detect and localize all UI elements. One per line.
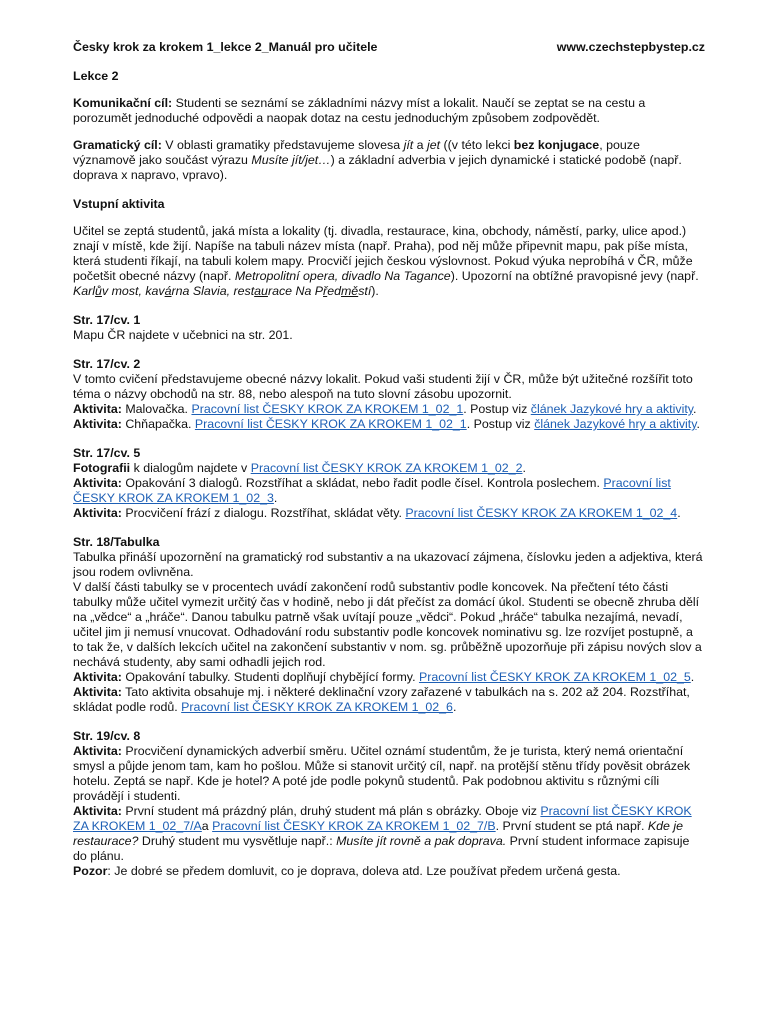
header-title: Česky krok za krokem 1_lekce 2_Manuál pro učitele xyxy=(73,40,378,54)
activity-text: Malovačka. xyxy=(121,402,192,416)
grammar-no-conjugation: bez konjugace xyxy=(513,138,600,152)
communication-goal-label: Komunikační cíl: xyxy=(73,96,173,110)
header-url: www.czechstepbystep.cz xyxy=(556,40,705,54)
communication-goal-text: Studenti se seznámí se základními názvy míst a lokalit. Naučí se zeptat se na cestu a porozumět jednoduché odpovědi a naopak dotaz na cestu jednoduchým způsobem zodpovědět. xyxy=(73,96,646,125)
activity-text: . xyxy=(273,491,278,505)
worksheet-link-a[interactable]: Pracovní list ČESKY KROK ZA KROKEM 1_02_7/A xyxy=(73,804,692,833)
intro-text-3: ). xyxy=(371,284,379,298)
s18-paragraph-1: Tabulka přináší upozornění na gramatický rod substantiv a na ukazovací zájmena, číslovku jeden a adjektiva, která jsou rodem ovlivněna. xyxy=(73,550,703,579)
activity-text: a xyxy=(201,819,213,833)
s17-2-activity-1 xyxy=(73,402,705,417)
activity-text: . xyxy=(696,417,700,431)
activity-text: . Postup viz xyxy=(463,402,531,416)
section-title-s17-1: Str. 17/cv. 1 xyxy=(73,313,141,327)
activity-text: . Postup viz xyxy=(466,417,535,431)
activity-text: . xyxy=(452,700,457,714)
grammar-phrase: Musíte jít/jet… xyxy=(251,153,331,167)
document-page xyxy=(73,40,705,879)
intro-examples-spelling: Karlův most, kavárna Slavia, restaurace Na Předměstí xyxy=(73,284,372,298)
worksheet-link[interactable]: Pracovní list ČESKY KROK ZA KROKEM 1_02_6 xyxy=(181,700,453,714)
intro-paragraph xyxy=(73,224,705,299)
activity-text: Druhý student mu vysvětluje např.: xyxy=(138,834,337,848)
article-link[interactable]: článek Jazykové hry a aktivity xyxy=(534,417,697,431)
s18-activity-1 xyxy=(73,670,705,685)
activity-label: Aktivita: xyxy=(73,685,122,699)
activity-text: Procvičení frází z dialogu. Rozstříhat, skládat věty. xyxy=(121,506,406,520)
section-title-s19: Str. 19/cv. 8 xyxy=(73,729,141,743)
activity-text: . xyxy=(677,506,681,520)
grammar-text-a: a xyxy=(413,138,428,152)
activity-text: Opakování 3 dialogů. Rozstříhat a skládat, nebo řadit podle čísel. Kontrola poslechem. xyxy=(121,476,604,490)
activity-label: Aktivita: xyxy=(73,506,122,520)
page-header xyxy=(73,40,705,55)
grammar-goal-label: Gramatický cíl: xyxy=(73,138,162,152)
activity-text: . První student se ptá např. xyxy=(495,819,648,833)
intro-examples-foreign: Metropolitní opera, divadlo Na Tagance xyxy=(234,269,451,283)
s17-5-activity-2 xyxy=(73,506,705,521)
s19-warning xyxy=(73,864,705,879)
grammar-text-4: ) a základní adverbia v jejich dynamické i statické podobě (např. doprava x napravo, vpravo). xyxy=(73,153,682,182)
grammar-text-3: , pouze významově jako součást výrazu xyxy=(73,138,640,167)
worksheet-link-b[interactable]: Pracovní list ČESKY KROK ZA KROKEM 1_02_7/B xyxy=(212,819,496,833)
activity-text: . xyxy=(690,670,695,684)
grammar-text-2: ((v této lekci xyxy=(440,138,514,152)
worksheet-link[interactable]: Pracovní list ČESKY KROK ZA KROKEM 1_02_3 xyxy=(73,476,671,505)
activity-label: Aktivita: xyxy=(73,402,122,416)
activity-text: Tato aktivita obsahuje mj. i některé deklinační vzory zařazené v tabulkách na s. 202 až 204. Rozstříhat, skládat podle rodů. xyxy=(73,685,690,714)
grammar-verb-jit: jít xyxy=(403,138,414,152)
s19-activity-2 xyxy=(73,804,705,864)
intro-text-1: Učitel se zeptá studentů, jaká místa a lokality (tj. divadla, restaurace, kina, obchody, náměstí, parky, ulice apod.) znají v místě, kde žijí. Napíše na tabuli název místa (např. Praha), pod něj může připevnit mapu, pak píše místa, která studenti říkají, na tabuli kolem mapy. Procvičí jejich českou výslovnost. Pokud výuka neprobíhá v ČR, může početšit obecné názvy (např. xyxy=(73,224,693,283)
activity-text: První student má prázdný plán, druhý student má plán s obrázky. Oboje viz xyxy=(121,804,541,818)
activity-label: Aktivita: xyxy=(73,744,122,758)
activity-label: Aktivita: xyxy=(73,476,122,490)
worksheet-link[interactable]: Pracovní list ČESKY KROK ZA KROKEM 1_02_4 xyxy=(405,506,678,520)
worksheet-link[interactable]: Pracovní list ČESKY KROK ZA KROKEM 1_02_1 xyxy=(194,417,467,431)
s18-activity-2 xyxy=(73,685,705,715)
s17-2-activity-2 xyxy=(73,417,705,432)
activity-label: Aktivita: xyxy=(73,804,122,818)
s18-paragraph-2: V další části tabulky se v procentech uvádí zakončení rodů substantiv podle koncovek. Na přečtení této části tabulky může učitel vymezit určitý čas v hodině, nebo ji dát přečíst za domácí úkol. Studenti se obecně zhruba dělí na „vědce“ a „hráče“. Danou tabulku patrně však uvítají pouze „vědci“. Pokud „hráče“ tabulka nezajímá, nevadí, učitel jim ji nemusí vnucovat. Odhadování rodu substantiv podle koncovek nominativu sg. lze rozvíjet postupně, a to tak že, v dalších lekcích učitel na zakončení substantiv v nom. sg. průběžně upozorňuje při zápisu nových slov a nechává studenty, aby sami odhadli jejich rod. xyxy=(73,580,702,669)
warning-label: Pozor xyxy=(73,864,108,878)
activity-text: Opakování tabulky. Studenti doplňují chybějící formy. xyxy=(121,670,419,684)
grammar-goal xyxy=(73,138,705,183)
section-title-s18: Str. 18/Tabulka xyxy=(73,535,160,549)
lesson-title: Lekce 2 xyxy=(73,69,119,83)
section-title-intro: Vstupní aktivita xyxy=(73,197,165,211)
communication-goal xyxy=(73,96,705,126)
warning-text: : Je dobré se předem domluvit, co je doprava, doleva atd. Lze používat předem určená gesta. xyxy=(107,864,621,878)
grammar-text-1: V oblasti gramatiky představujeme slovesa xyxy=(161,138,404,152)
article-link[interactable]: článek Jazykové hry a aktivity xyxy=(530,402,694,416)
activity-text: Chňapačka. xyxy=(121,417,195,431)
s17-5-photos xyxy=(73,461,705,476)
intro-text-2: ). Upozorní na obtížné pravopisné jevy (např. xyxy=(450,269,699,283)
s17-5-activity-1 xyxy=(73,476,705,506)
s17-1-text: Mapu ČR najdete v učebnici na str. 201. xyxy=(73,328,293,342)
example-question: Kde je restaurace? xyxy=(73,819,683,848)
section-title-s17-5: Str. 17/cv. 5 xyxy=(73,446,141,460)
activity-text: První student informace zapisuje do plánu. xyxy=(73,834,690,863)
photos-label: Fotografii xyxy=(73,461,131,475)
s17-2-text: V tomto cvičení představujeme obecné názvy lokalit. Pokud vaši studenti žijí v ČR, může být užitečné rozšířit toto téma o názvy obchodů na str. 88, nebo alespoň na tuto slovní zásobu upozornit. xyxy=(73,372,693,401)
activity-label: Aktivita: xyxy=(73,417,122,431)
worksheet-link[interactable]: Pracovní list ČESKY KROK ZA KROKEM 1_02_2 xyxy=(250,461,523,475)
activity-text: . xyxy=(693,402,697,416)
photos-text: . xyxy=(522,461,526,475)
s19-activity-1 xyxy=(73,744,705,804)
grammar-verb-jet: jet xyxy=(427,138,441,152)
worksheet-link[interactable]: Pracovní list ČESKY KROK ZA KROKEM 1_02_5 xyxy=(418,670,691,684)
example-answer: Musíte jít rovně a pak doprava. xyxy=(336,834,507,848)
activity-label: Aktivita: xyxy=(73,670,122,684)
worksheet-link[interactable]: Pracovní list ČESKY KROK ZA KROKEM 1_02_1 xyxy=(191,402,464,416)
section-title-s17-2: Str. 17/cv. 2 xyxy=(73,357,141,371)
activity-text: Procvičení dynamických adverbií směru. Učitel oznámí studentům, že je turista, který nemá orientační smysl a půjde jenom tam, kam ho pošlou. Může si stanovit určitý cíl, např. na protější stěnu třídy pověsit obrázek hotelu. Zeptá se např. Kde je hotel? A poté jde podle pokynů studentů. Pak podobnou aktivitu s různými cíli provádějí i studenti. xyxy=(73,744,691,803)
photos-text: k dialogům najdete v xyxy=(130,461,251,475)
